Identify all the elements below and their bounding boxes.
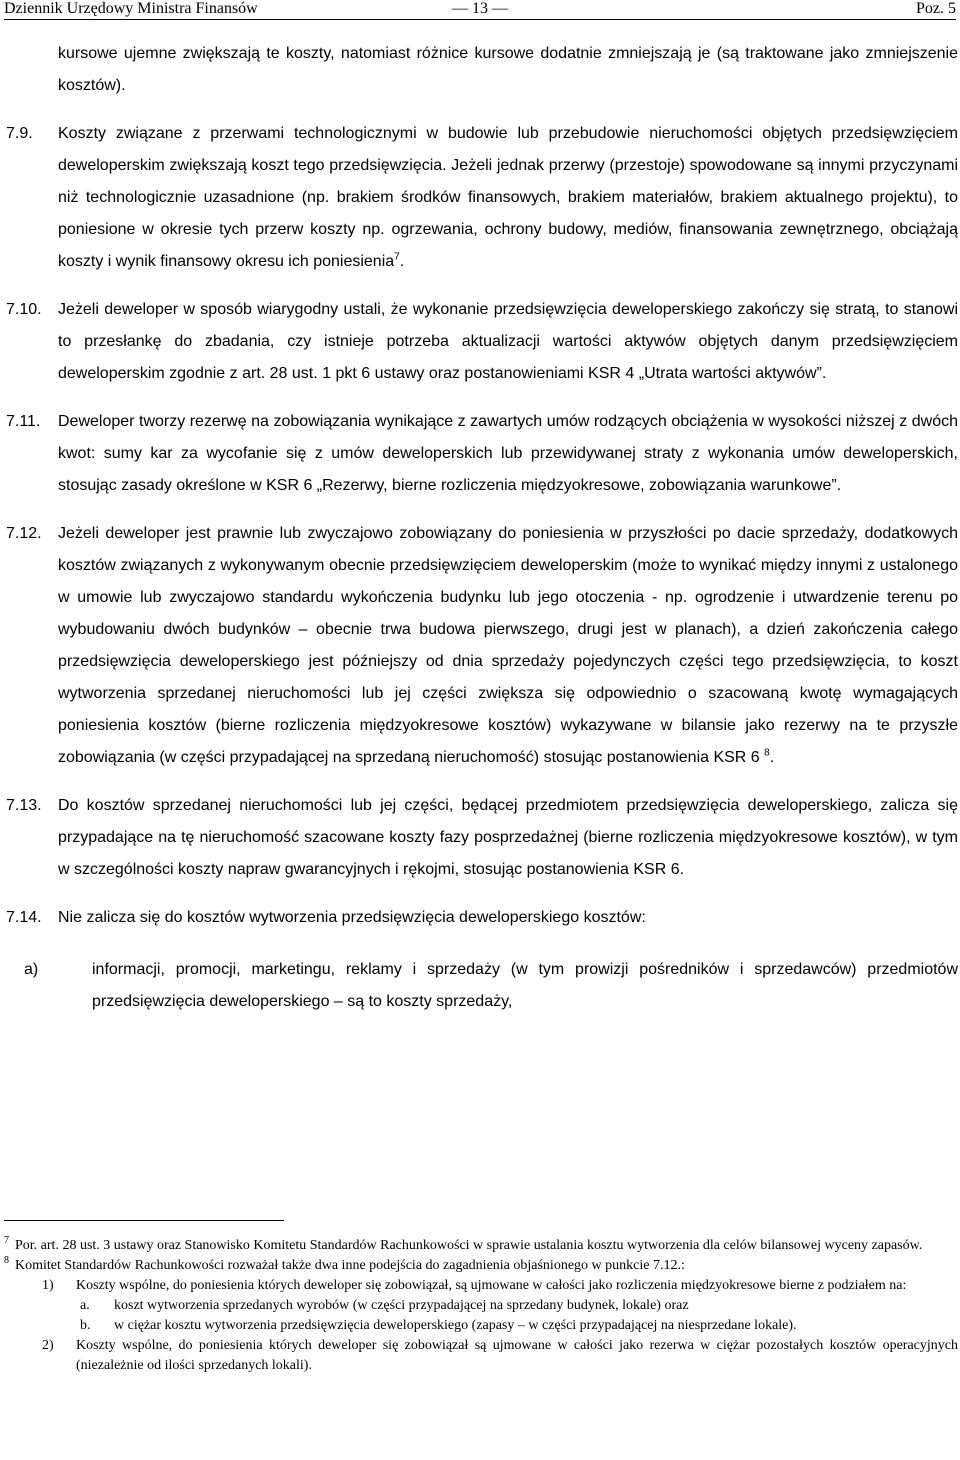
- footnote-text: Por. art. 28 ust. 3 ustawy oraz Stanowisko Komitetu Standardów Rachunkowości w sprawie ustalania kosztu wytworzenia dla celów bilansowej wyceny zapasów.: [15, 1238, 923, 1253]
- paragraph-7-11: [6, 406, 958, 502]
- footnote-ref-7[interactable]: 7: [394, 251, 400, 263]
- footnote-text: Komitet Standardów Rachunkowości rozważał także dwa inne podejścia do zagadnienia objaśnionego w punkcie 7.12.:: [15, 1258, 685, 1273]
- list-item-a: [6, 954, 958, 1018]
- paragraph-text: Deweloper tworzy rezerwę na zobowiązania wynikające z zawartych umów rodzących obciążenia w wysokości niższej z dwóch kwot: sumy kar za wycofanie się z umów deweloperskich lub przewidywanej straty z wykonania umów deweloperskich, stosując zasady określone w KSR 6 „Rezerwy, bierne rozliczenia międzyokresowe, zobowiązania warunkowe”.: [58, 413, 958, 494]
- footnote-8-item-1a: [4, 1296, 958, 1316]
- paragraph-number: 7.12.: [6, 525, 42, 542]
- paragraph-text: Do kosztów sprzedanej nieruchomości lub jej części, będącej przedmiotem przedsięwzięcia deweloperskiego, zalicza się przypadające na tę nieruchomość szacowane koszty fazy posprzedażnej (bierne rozliczenia międzyokresowe kosztów), w tym w szczególności koszty napraw gwarancyjnych i rękojmi, stosując postanowienia KSR 6.: [58, 797, 958, 878]
- paragraph-text: Jeżeli deweloper w sposób wiarygodny ustali, że wykonanie przedsięwzięcia deweloperskiego zakończy się stratą, to stanowi to przesłankę do zbadania, czy istnieje potrzeba aktualizacji wartości aktywów objętych danym przedsięwzięciem deweloperskim zgodnie z art. 28 ust. 1 pkt 6 ustawy oraz postanowieniami KSR 4 „Utrata wartości aktywów”.: [58, 301, 958, 382]
- footnote-8-item-1b: [4, 1316, 958, 1336]
- header-rule: [4, 19, 956, 20]
- list-item-text: Koszty wspólne, do poniesienia których deweloper się zobowiązał są ujmowane w całości jako rezerwa w ciężar pozostałych kosztów operacyjnych (niezależnie od ilości sprzedanych lokali).: [76, 1338, 958, 1373]
- paragraph-end: .: [399, 253, 405, 270]
- paragraph-7-12: [6, 518, 958, 774]
- list-item-text: informacji, promocji, marketingu, reklamy i sprzedaży (w tym prowizji pośredników i sprzedawców) przedmiotów przedsięwzięcia deweloperskiego – są to koszty sprzedaży,: [92, 961, 958, 1010]
- list-item-text: koszt wytworzenia sprzedanych wyrobów (w części przypadającej na sprzedany budynek, lokale) oraz: [114, 1298, 689, 1313]
- footnote-8-item-2: [4, 1336, 958, 1376]
- list-item-marker: a.: [80, 1298, 90, 1313]
- list-item-text: w ciężar kosztu wytworzenia przedsięwzięcia deweloperskiego (zapasy – w części przypadającej na niesprzedane lokale).: [114, 1318, 797, 1333]
- list-item-marker: b.: [80, 1318, 91, 1333]
- paragraph-text: Jeżeli deweloper jest prawnie lub zwyczajowo zobowiązany do poniesienia w przyszłości po dacie sprzedaży, dodatkowych kosztów związanych z wykonywanym obecnie przedsięwzięciem deweloperskim (może to wynikać między innymi z ustalonego w umowie lub zwyczajowo standardu wykończenia budynku lub jego otoczenia - np. ogrodzenie i utwardzenie terenu po wybudowaniu dwóch budynków – obecnie trwa budowa pierwszego, drugi jest w planach), a dzień zakończenia całego przedsięwzięcia deweloperskiego jest późniejszy od dnia sprzedaży pojedynczych części tego przedsięwzięcia, to koszt wytworzenia sprzedanej nieruchomości lub jej części zwiększa się odpowiednio o szacowaną kwotę wymagających poniesienia kosztów (bierne rozliczenia międzyokresowe kosztów) wykazywane w bilansie jako rezerwy na te przyszłe zobowiązania (w części przypadającej na sprzedaną nieruchomość) stosując postanowienia KSR 6: [58, 525, 958, 766]
- paragraph-number: 7.14.: [6, 909, 42, 926]
- paragraph-number: 7.10.: [6, 301, 42, 318]
- paragraph-intro: [6, 38, 958, 102]
- paragraph-7-10: [6, 294, 958, 390]
- paragraph-number: 7.11.: [6, 413, 41, 430]
- footnotes: [4, 1236, 958, 1376]
- list-item-marker: a): [24, 961, 39, 978]
- paragraph-text: Nie zalicza się do kosztów wytworzenia przedsięwzięcia deweloperskiego kosztów:: [58, 909, 646, 926]
- paragraph-number: 7.9.: [6, 125, 33, 142]
- paragraph-end: .: [769, 749, 775, 766]
- list-item-marker: 1): [42, 1278, 54, 1293]
- journal-title: Dziennik Urzędowy Ministra Finansów: [4, 0, 258, 17]
- main-text: [6, 38, 958, 1034]
- paragraph-text: kursowe ujemne zwiększają te koszty, natomiast różnice kursowe dodatnie zmniejszają je (są traktowane jako zmniejszenie kosztów).: [58, 45, 958, 94]
- footnote-separator: [4, 1220, 284, 1221]
- list-item-marker: 2): [42, 1338, 54, 1353]
- paragraph-7-13: [6, 790, 958, 886]
- paragraph-7-14: [6, 902, 958, 1018]
- list-item-text: Koszty wspólne, do poniesienia których deweloper się zobowiązał, są ujmowane w całości jako rozliczenia międzyokresowe bierne z podziałem na:: [76, 1278, 907, 1293]
- footnote-7: $^7$ Por. art. 28 ust. 3 ustawy oraz Stanowisko Komitetu Standardów Rachunkowości w sprawie ustalania kosztu wytworzenia dla celów bilansowej wyceny zapasów.: [4, 1235, 923, 1253]
- paragraph-number: 7.13.: [6, 797, 42, 814]
- page-header: [4, 0, 956, 20]
- footnote-ref-8[interactable]: 8: [764, 747, 770, 759]
- paragraph-7-9: [6, 118, 958, 278]
- footnote-8-item-1: [4, 1276, 958, 1296]
- page-number: — 13 —: [452, 0, 508, 17]
- position-number: Poz. 5: [916, 0, 956, 17]
- paragraph-text: Koszty związane z przerwami technologicznymi w budowie lub przebudowie nieruchomości objętych przedsięwzięciem deweloperskim zwiększają koszt tego przedsięwzięcia. Jeżeli jednak przerwy (przestoje) spowodowane są innymi przyczynami niż technologicznie uzasadnione (np. brakiem środków finansowych, brakiem materiałów, brakiem aktualnego projektu), to poniesione w okresie tych przerw koszty np. ogrzewania, ochrony budowy, mediów, finansowania zewnętrznego, obciążają koszty i wynik finansowy okresu ich poniesienia: [58, 125, 958, 270]
- footnote-8: $^8$ Komitet Standardów Rachunkowości rozważał także dwa inne podejścia do zagadnienia objaśnionego w punkcie 7.12.:: [4, 1255, 685, 1273]
